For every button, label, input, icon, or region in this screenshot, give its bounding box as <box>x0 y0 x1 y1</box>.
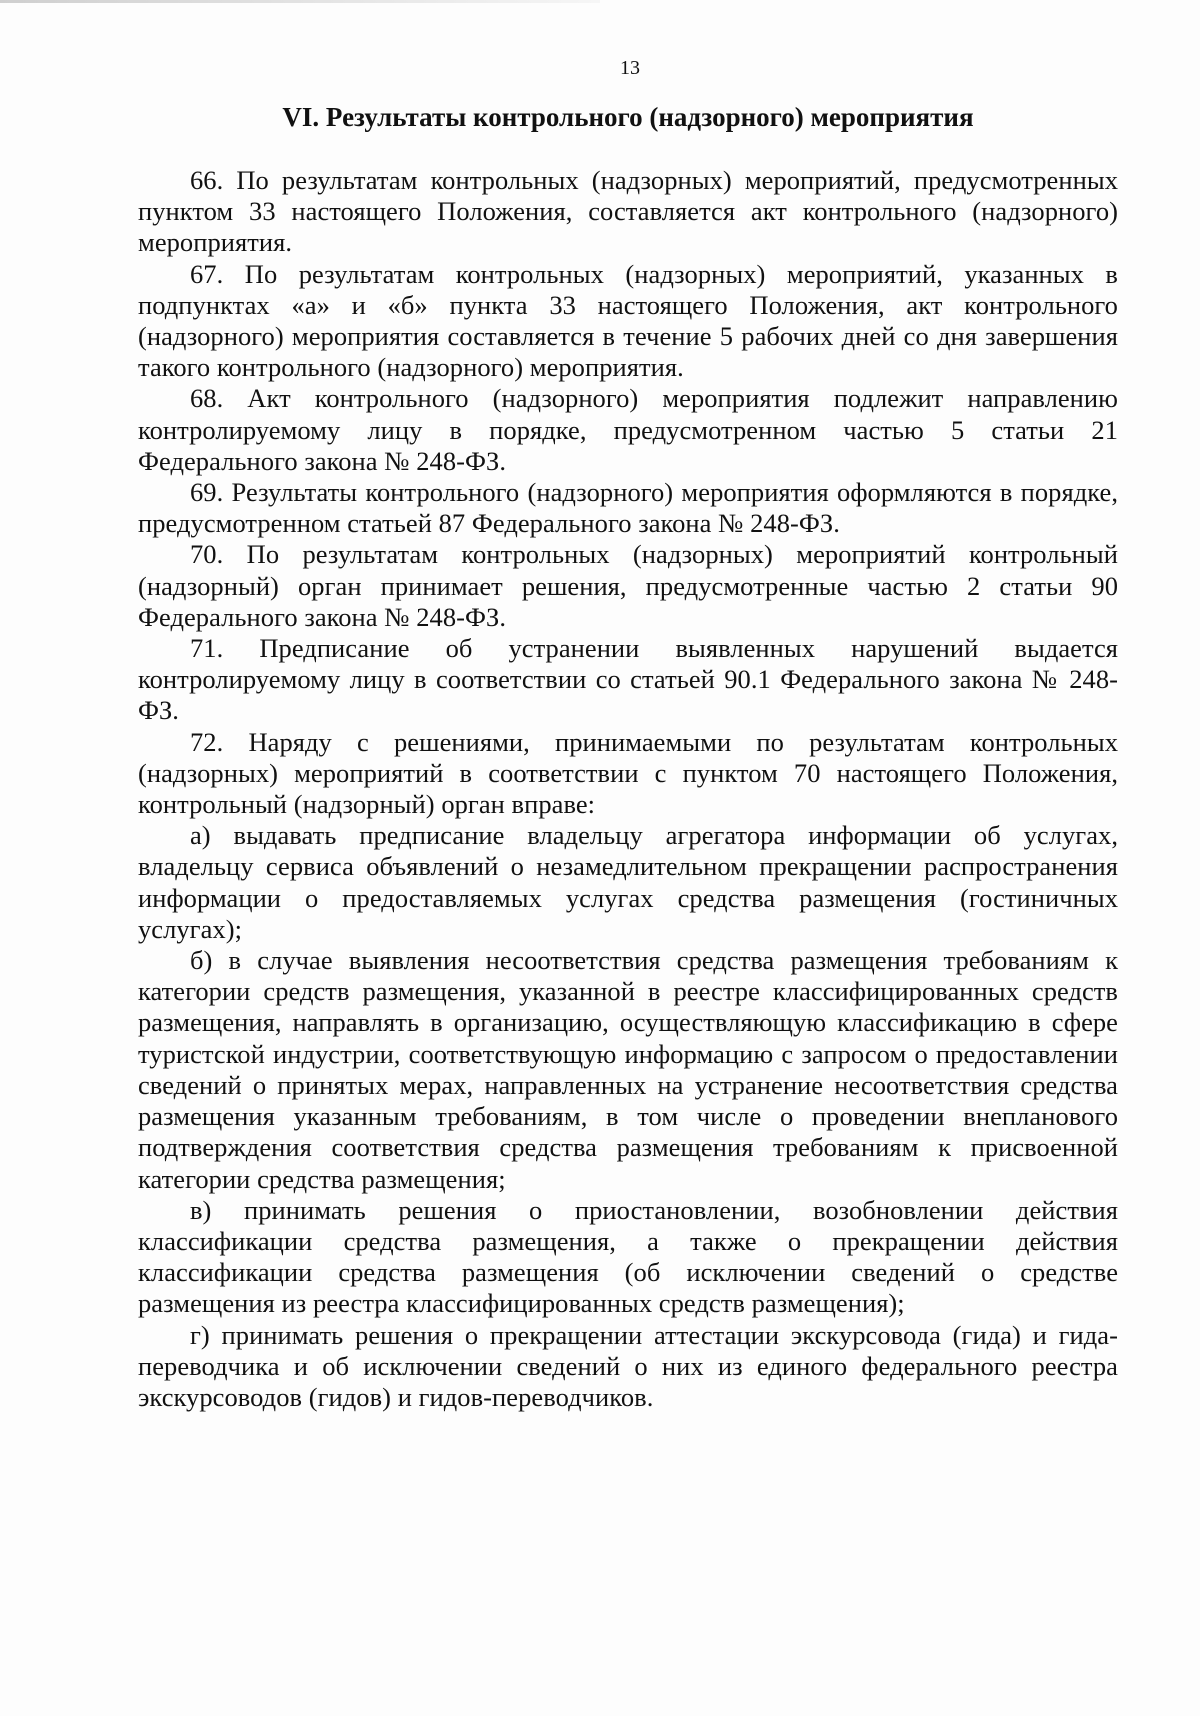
section-heading: VI. Результаты контрольного (надзорного) мероприятия <box>282 102 974 132</box>
scan-edge-artifact <box>0 0 600 3</box>
paragraph-67: 67. По результатам контрольных (надзорных) мероприятий, указанных в подпунктах «а» и «б» пункта 33 настоящего Положения, акт контрольного (надзорного) мероприятия составляется в течение 5 рабочих дней со дня завершения такого контрольного (надзорного) мероприятия. <box>138 258 1118 383</box>
subparagraph-a: а) выдавать предписание владельцу агрегатора информации об услугах, владельцу сервиса объявлений о незамедлительном прекращении распространения информации о предоставляемых услугах средства размещения (гостиничных услугах); <box>138 820 1118 944</box>
paragraph-68: 68. Акт контрольного (надзорного) мероприятия подлежит направлению контролируемому лицу в порядке, предусмотренном частью 5 статьи 21 Федерального закона № 248-ФЗ. <box>138 383 1118 476</box>
page-number: 13 <box>620 57 640 79</box>
subparagraph-b: б) в случае выявления несоответствия средства размещения требованиям к категории средств размещения, указанной в реестре классифицированных средств размещения, направлять в организацию, осуществляющую классификацию в сфере туристской индустрии, соответствующую информацию с запросом о предоставлении сведений о принятых мерах, направленных на устранение несоответствия средства размещения указанным требованиям, в том числе о проведении внепланового подтверждения соответствия средства размещения требованиям к присвоенной категории средства размещения; <box>138 945 1118 1194</box>
subparagraph-v: в) принимать решения о приостановлении, возобновлении действия классификации средства размещения, а также о прекращении действия классификации средства размещения (об исключении сведений о средстве размещения из реестра классифицированных средств размещения); <box>138 1194 1118 1319</box>
paragraph-72: 72. Наряду с решениями, принимаемыми по результатам контрольных (надзорных) мероприятий в соответствии с пунктом 70 настоящего Положения, контрольный (надзорный) орган вправе: <box>138 726 1118 820</box>
document-body <box>138 165 1118 1413</box>
paragraph-66: 66. По результатам контрольных (надзорных) мероприятий, предусмотренных пунктом 33 настоящего Положения, составляется акт контрольного (надзорного) мероприятия. <box>138 165 1118 258</box>
paragraph-70: 70. По результатам контрольных (надзорных) мероприятий контрольный (надзорный) орган принимает решения, предусмотренные частью 2 статьи 90 Федерального закона № 248-ФЗ. <box>138 539 1118 632</box>
subparagraph-g: г) принимать решения о прекращении аттестации экскурсовода (гида) и гида-переводчика и об исключении сведений о них из единого федерального реестра экскурсоводов (гидов) и гидов-переводчиков. <box>138 1319 1118 1412</box>
paragraph-71: 71. Предписание об устранении выявленных нарушений выдается контролируемому лицу в соответствии со статьей 90.1 Федерального закона № 248-ФЗ. <box>138 633 1118 726</box>
paragraph-69: 69. Результаты контрольного (надзорного) мероприятия оформляются в порядке, предусмотренном статьей 87 Федерального закона № 248-ФЗ. <box>138 477 1118 539</box>
